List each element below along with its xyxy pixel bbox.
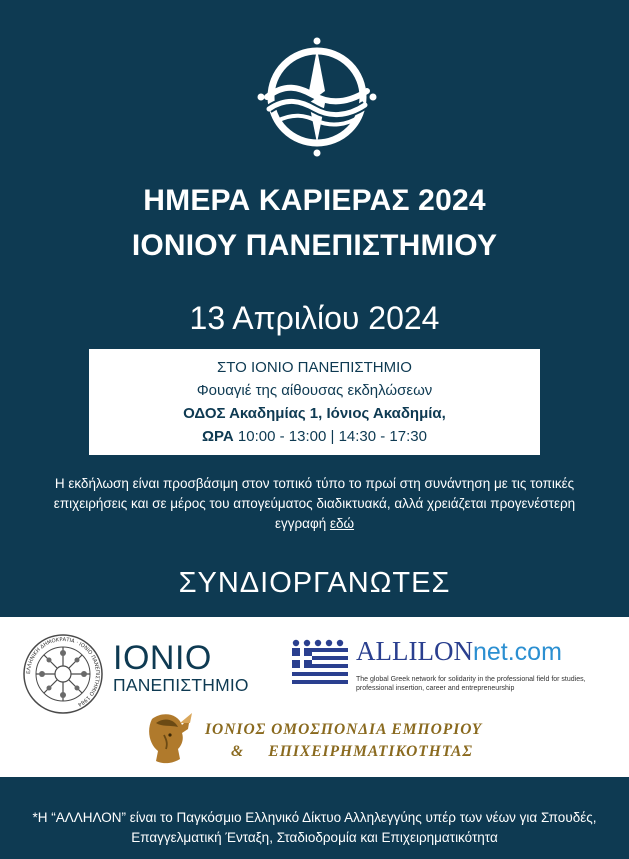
event-title-line2: ΙΟΝΙΟΥ ΠΑΝΕΠΙΣΤΗΜΙΟΥ	[131, 229, 498, 262]
venue-time	[89, 425, 540, 448]
ionio-line1: ΙΟΝΙΟ	[113, 639, 212, 677]
event-date: 13 Απριλίου 2024	[189, 300, 440, 336]
federation-line2: & ΕΠΙΧΕΙΡΗΜΑΤΙΚΟΤΗΤΑΣ	[231, 743, 473, 760]
notice-text: Η εκδήλωση είναι προσβάσιμη στον τοπικό τύπο το πρωί στη συνάντηση με τις τοπικές επιχειρήσεις και σε μέρος του απογεύματος διαδικτυακά, αλλά χρειάζεται προγενέστερη εγγραφή	[53, 476, 576, 531]
venue-address: ΟΔΟΣ Ακαδημίας 1, Ιόνιος Ακαδημία,	[183, 405, 446, 422]
allilon-tagline: The global Greek network for solidarity in the professional field for studies, professional insertion, career and entrepreneurship	[356, 676, 586, 692]
federation-name	[205, 719, 482, 763]
coorganizers-heading: ΣΥΝΔΙΟΡΓΑΝΩΤΕΣ	[178, 567, 451, 599]
federation-line1: ΙΟΝΙΟΣ ΟΜΟΣΠΟΝΔΙΑ ΕΜΠΟΡΙΟΥ	[205, 721, 483, 738]
allilon-wordmark	[356, 638, 562, 665]
allilon-main: ALLILON	[356, 636, 473, 666]
ionio-line2: ΠΑΝΕΠΙΣΤΗΜΙΟ	[113, 675, 249, 695]
partners-panel	[0, 617, 629, 777]
venue-line2: Φουαγιέ της αίθουσας εκδηλώσεων	[196, 382, 433, 399]
access-notice	[30, 474, 599, 534]
allilon-footnote: *Η “ΑΛΛΗΛΟΝ” είναι το Παγκόσμιο Ελληνικό Δίκτυο Αλληλεγγύης υπέρ των νέων για Σπουδές, Επαγγελματική Ένταξη, Σταδιοδρομία και Επιχειρηματικότητα	[32, 810, 597, 845]
register-link[interactable]: εδώ	[329, 516, 355, 531]
university-seal-icon	[22, 633, 104, 715]
hermes-head-logo-icon	[134, 709, 196, 771]
venue-line1: ΣΤΟ ΙΟΝΙΟ ΠΑΝΕΠΙΣΤΗΜΙΟ	[217, 359, 412, 376]
allilon-people-logo-icon	[289, 637, 351, 689]
seal-text: ΕΛΛΗΝΙΚΗ ΔΗΜΟΚΡΑΤΙΑ · ΙΟΝΙΟ ΠΑΝΕΠΙΣΤΗΜΙΟ 1984	[25, 636, 101, 708]
time-label: ΩΡΑ	[202, 428, 234, 445]
time-value: 10:00 - 13:00 | 14:30 - 17:30	[233, 428, 427, 445]
event-title-line1: ΗΜΕΡΑ ΚΑΡΙΕΡΑΣ 2024	[143, 184, 486, 217]
allilon-net: net.com	[472, 638, 562, 666]
compass-wave-logo-icon	[255, 35, 379, 159]
ionio-university-wordmark	[113, 641, 249, 695]
venue-box	[89, 349, 540, 455]
